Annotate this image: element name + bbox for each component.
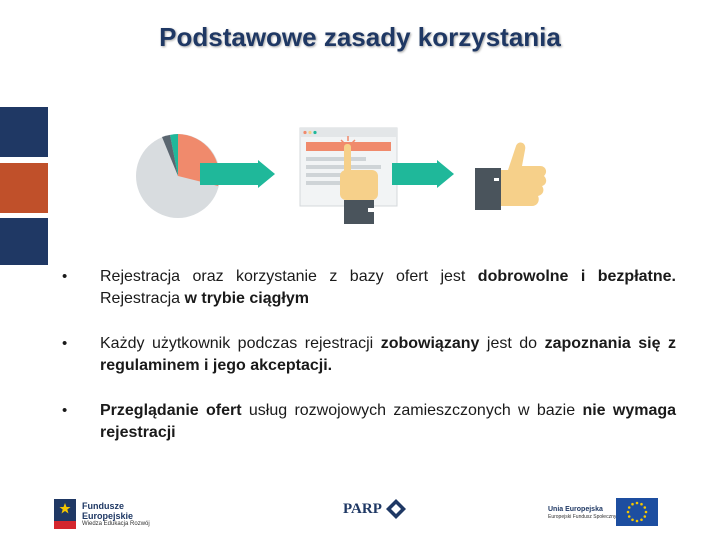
fe-line2: Europejskie bbox=[82, 511, 134, 521]
ue-line2: Europejski Fundusz Społeczny bbox=[548, 513, 617, 520]
bullet-symbol: • bbox=[62, 268, 68, 285]
list-item bbox=[62, 333, 676, 377]
ue-line1: Unia Europejska bbox=[548, 505, 603, 513]
bullet-text: Każdy użytkownik podczas rejestracji zobowiązany jest do zapoznania się z regulaminem i jego akceptacji. bbox=[100, 335, 677, 374]
fe-emblem-icon bbox=[54, 499, 76, 529]
fe-line3: Wiedza Edukacja Rozwój bbox=[82, 521, 150, 527]
parp-emblem-icon bbox=[385, 498, 407, 520]
arrow-right-icon bbox=[392, 160, 454, 188]
footer-logos bbox=[0, 488, 720, 540]
bullet-text: Rejestracja oraz korzystanie z bazy ofert jest dobrowolne i bezpłatne. Rejestracja w trybie ciągłym bbox=[100, 268, 676, 307]
arrow-right-icon bbox=[200, 160, 275, 188]
thumbs-up-icon bbox=[475, 143, 546, 210]
bullet-symbol: • bbox=[62, 335, 68, 352]
process-illustration bbox=[130, 118, 560, 233]
bullet-list bbox=[62, 266, 676, 467]
list-item bbox=[62, 266, 676, 310]
parp-label: PARP bbox=[343, 500, 382, 517]
list-item bbox=[62, 400, 676, 444]
page-title: Podstawowe zasady korzystania bbox=[159, 22, 561, 52]
side-bar-navy-bottom bbox=[0, 218, 48, 265]
bullet-text: Przeglądanie ofert usług rozwojowych zamieszczonych w bazie nie wymaga rejestracji bbox=[100, 402, 677, 441]
bullet-symbol: • bbox=[62, 402, 68, 419]
side-bar-navy-top bbox=[0, 107, 48, 157]
parp-logo bbox=[343, 498, 407, 520]
fe-line1: Fundusze bbox=[82, 501, 124, 511]
side-bar-orange bbox=[0, 163, 48, 213]
eu-flag-icon bbox=[616, 498, 658, 526]
fundusze-europejskie-logo bbox=[54, 494, 150, 534]
unia-europejska-logo bbox=[548, 498, 658, 526]
